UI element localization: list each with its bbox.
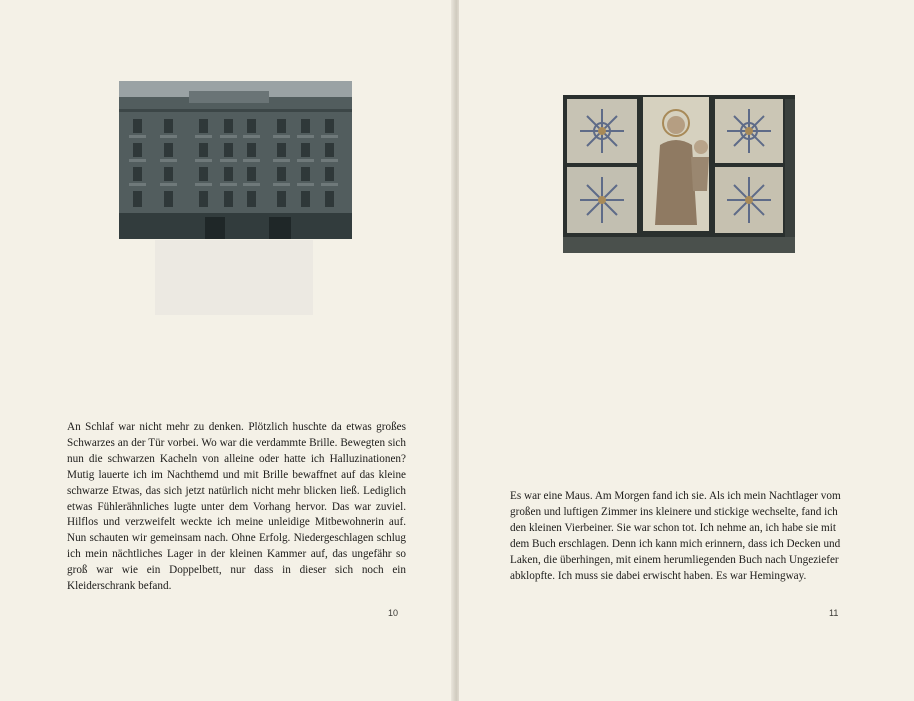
building-facade-illustration <box>119 81 352 239</box>
right-page <box>459 0 914 701</box>
page-number-left: 10 <box>388 608 399 618</box>
show-through-shadow <box>155 240 313 315</box>
building-facade-photo <box>119 81 352 239</box>
left-page-paragraph: An Schlaf war nicht mehr zu denken. Plötzlich huschte da etwas großes Schwarzes an der Tür vorbei. Wo war die verdammte Brille. Bewegten sich nun die schwarzen Kacheln von alleine oder hatte ich Halluzinationen? Mutig lauerte ich im Nachthemd und mit Brille bewaffnet auf das kleine schwarze Etwas, das sich jetzt natürlich nicht mehr blicken ließ. Lediglich etwas Fühlerähnliches lugte unter dem Vorhang hervor. Das war zuviel. Hilflos und verzweifelt weckte ich meine unleidige Mitbewohnerin auf. Nun schauten wir gemeinsam nach. Ohne Erfolg. Niedergeschlagen schlug ich mein nächtliches Lager in der kleinen Kammer auf, das ungefähr so groß war wie ein Doppelbett, nur dass in dieser sich noch ein Kleiderschrank befand. <box>67 421 406 593</box>
page-number-right: 11 <box>829 608 839 618</box>
left-page <box>0 0 455 701</box>
right-page-paragraph: Es war eine Maus. Am Morgen fand ich sie. Als ich mein Nachtlager vom großen und luftigen Zimmer ins kleinere und stickige wechselte, fand ich den kleinen Vierbeiner. Sie war schon tot. Ich nehme an, ich habe sie mit dem Buch erschlagen. Denn ich kann mich erinnern, dass ich Decken und Laken, die überhingen, mit einem herumliegenden Buch nach Ungeziefer abklopfte. Ich muss sie dabei erwischt haben. Es war Hemingway. <box>510 490 841 582</box>
azulejo-tiles-photo <box>563 95 795 253</box>
tiles-illustration <box>563 95 795 253</box>
